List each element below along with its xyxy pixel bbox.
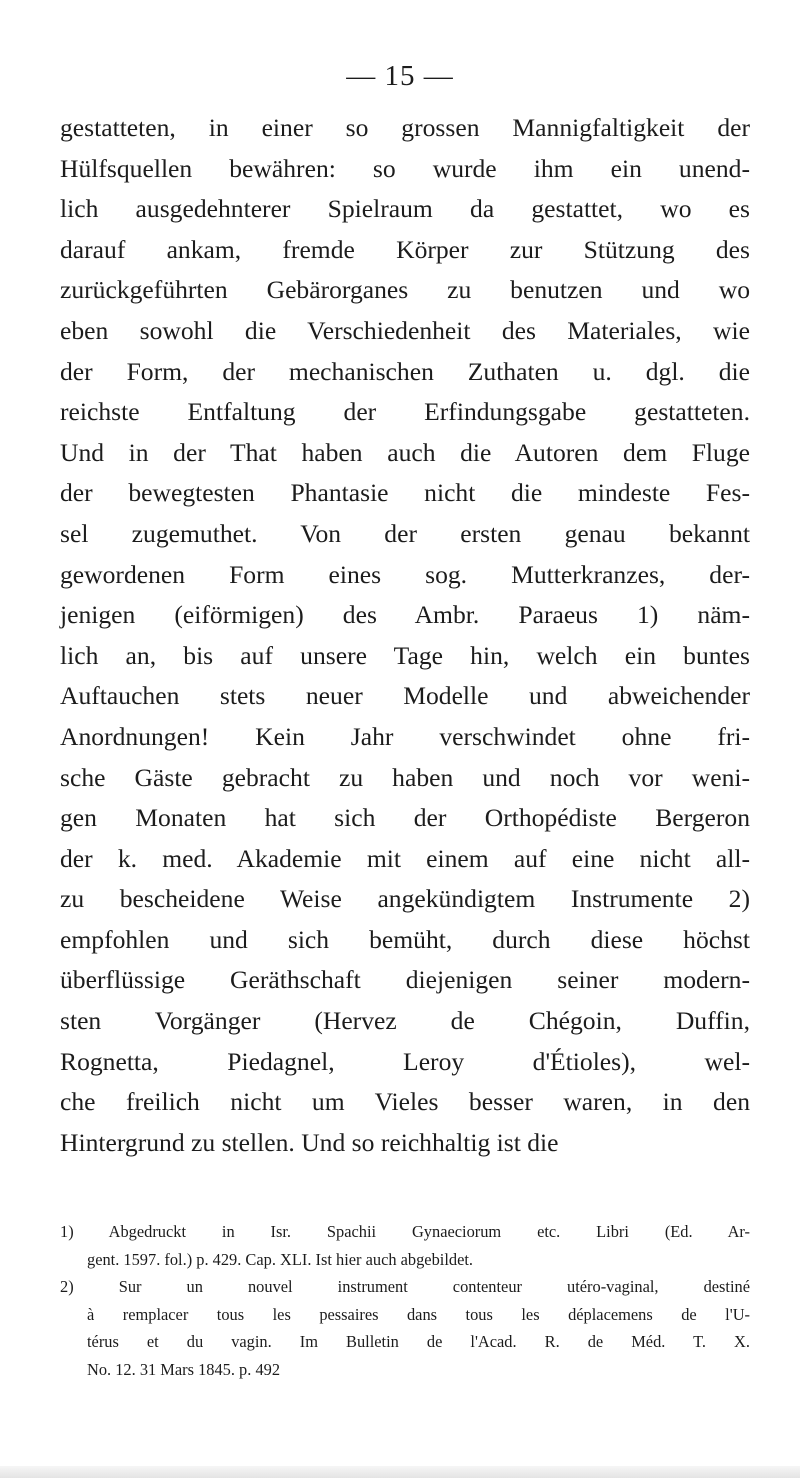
text-line: lich ausgedehnterer Spielraum da gestattet, wo es <box>60 194 750 224</box>
footnote-2: 2) Sur un nouvel instrument contenteur utéro-vaginal, destiné <box>60 1277 750 1296</box>
text-line: zu bescheidene Weise angekündigtem Instrumente 2) <box>60 884 750 914</box>
text-line: darauf ankam, fremde Körper zur Stützung des <box>60 234 750 264</box>
text-line: Auftauchen stets neuer Modelle und abweichender <box>60 681 750 711</box>
text-line: zurückgeführten Gebärorganes zu benutzen und wo <box>60 275 750 305</box>
footnote-1: 1) Abgedruckt in Isr. Spachii Gynaeciorum etc. Libri (Ed. Ar- <box>60 1222 750 1241</box>
text-line: Rognetta, Piedagnel, Leroy d'Étioles), wel- <box>60 1046 750 1076</box>
text-line: Hintergrund zu stellen. Und so reichhaltig ist die <box>60 1127 559 1157</box>
text-line: der k. med. Akademie mit einem auf eine nicht all- <box>60 843 750 873</box>
text-line: eben sowohl die Verschiedenheit des Materiales, wie <box>60 315 750 345</box>
text-line: Hülfsquellen bewähren: so wurde ihm ein unend- <box>60 153 750 183</box>
text-line: Und in der That haben auch die Autoren dem Fluge <box>60 437 750 467</box>
footnotes <box>60 1218 750 1383</box>
footnote-2-continuation: No. 12. 31 Mars 1845. p. 492 <box>87 1359 281 1379</box>
text-line: gewordenen Form eines sog. Mutterkranzes, der- <box>60 559 750 589</box>
text-line: überflüssige Geräthschaft diejenigen seiner modern- <box>60 965 750 995</box>
text-line: lich an, bis auf unsere Tage hin, welch ein buntes <box>60 640 750 670</box>
footnote-2-continuation: à remplacer tous les pessaires dans tous les déplacemens de l'U- <box>87 1304 750 1324</box>
text-line: che freilich nicht um Vieles besser waren, in den <box>60 1087 750 1117</box>
text-line: sche Gäste gebracht zu haben und noch vor weni- <box>60 762 750 792</box>
footnote-1-continuation: gent. 1597. fol.) p. 429. Cap. XLI. Ist hier auch abgebildet. <box>87 1249 473 1269</box>
text-line: sten Vorgänger (Hervez de Chégoin, Duffin, <box>60 1006 750 1036</box>
text-line: gen Monaten hat sich der Orthopédiste Bergeron <box>60 803 750 833</box>
page-bottom-edge <box>0 1466 800 1478</box>
text-line: reichste Entfaltung der Erfindungsgabe gestatteten. <box>60 397 750 427</box>
text-line: empfohlen und sich bemüht, durch diese höchst <box>60 924 750 954</box>
text-line: der Form, der mechanischen Zuthaten u. dgl. die <box>60 356 750 386</box>
footnote-2-continuation: térus et du vagin. Im Bulletin de l'Acad. R. de Méd. T. X. <box>87 1332 750 1351</box>
text-line: jenigen (eiförmigen) des Ambr. Paraeus 1) näm- <box>60 600 750 630</box>
page-number-header: — 15 — <box>346 60 454 92</box>
text-line: gestatteten, in einer so grossen Mannigfaltigkeit der <box>60 113 750 142</box>
text-line: der bewegtesten Phantasie nicht die mindeste Fes- <box>60 478 750 508</box>
text-line: Anordnungen! Kein Jahr verschwindet ohne fri- <box>60 721 750 751</box>
text-line: sel zugemuthet. Von der ersten genau bekannt <box>60 518 750 548</box>
body-text <box>60 108 750 1163</box>
